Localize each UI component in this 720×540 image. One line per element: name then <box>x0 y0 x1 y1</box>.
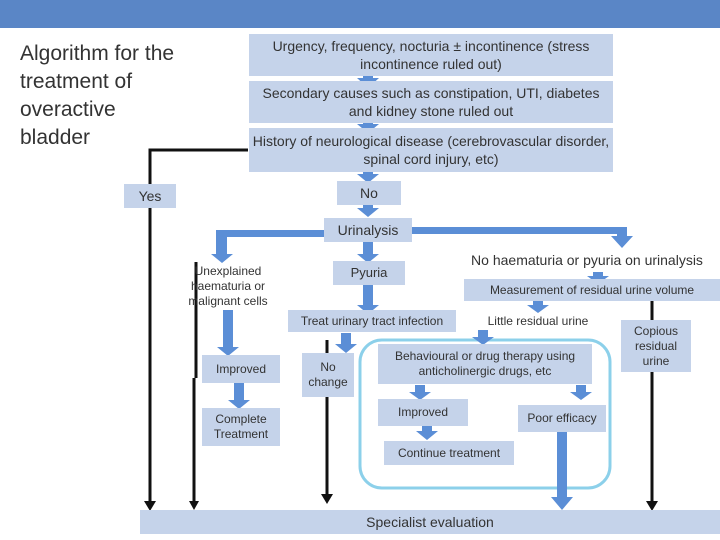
no-box: No <box>337 181 401 205</box>
arrow-poor-specialist <box>551 432 573 510</box>
arrow-urinalysis-unexplained <box>211 230 338 263</box>
improved-box: Improved <box>378 399 468 426</box>
behavioural-therapy-box: Behavioural or drug therapy using anticholinergic drugs, etc <box>378 344 592 384</box>
arrow-unexplained-improved <box>217 310 239 356</box>
nochange-arrowhead <box>321 494 333 504</box>
copious-residual-box: Copious residual urine <box>621 320 691 372</box>
arrow-urinalysis-noh <box>400 227 633 248</box>
continue-treatment-box: Continue treatment <box>384 441 514 465</box>
arrow-no-urinalysis <box>357 203 379 217</box>
treat-uti-box: Treat urinary tract infection <box>288 310 456 332</box>
urgency-box: Urgency, frequency, nocturia ± incontinence (stress incontinence ruled out) <box>249 34 613 76</box>
specialist-evaluation-box: Specialist evaluation <box>140 510 720 534</box>
complete-treatment-box: Complete Treatment <box>202 408 280 446</box>
poor-efficacy-box: Poor efficacy <box>518 405 606 432</box>
arrow-urinalysis-pyuria <box>357 242 379 263</box>
unexplained-arrowhead <box>189 501 199 510</box>
improved-left-box: Improved <box>202 355 280 383</box>
urinalysis-box: Urinalysis <box>324 218 412 242</box>
page-title: Algorithm for the treatment of overactive bladder <box>20 42 175 149</box>
unexplained-haematuria-node: Unexplained haematuria or malignant cells <box>188 263 268 308</box>
no-haematuria-node: No haematuria or pyuria on urinalysis <box>471 252 703 268</box>
arrow-improved-continue <box>416 426 438 440</box>
arrow-little-behavioural <box>472 330 494 345</box>
arrow-behavioural-poor <box>570 385 592 400</box>
arrow-behavioural-improved <box>409 385 431 400</box>
arrow-treat-nochange <box>335 333 357 353</box>
no-change-box: No change <box>302 353 354 397</box>
yes-box: Yes <box>124 184 176 208</box>
pyuria-box: Pyuria <box>333 261 405 285</box>
little-residual-node: Little residual urine <box>487 313 589 328</box>
residual-urine-box: Measurement of residual urine volume <box>464 279 720 301</box>
secondary-causes-box: Secondary causes such as constipation, UTI, diabetes and kidney stone ruled out <box>249 81 613 123</box>
neurological-history-box: History of neurological disease (cerebrovascular disorder, spinal cord injury, etc) <box>249 128 613 172</box>
arrow-improved-complete <box>228 383 250 409</box>
